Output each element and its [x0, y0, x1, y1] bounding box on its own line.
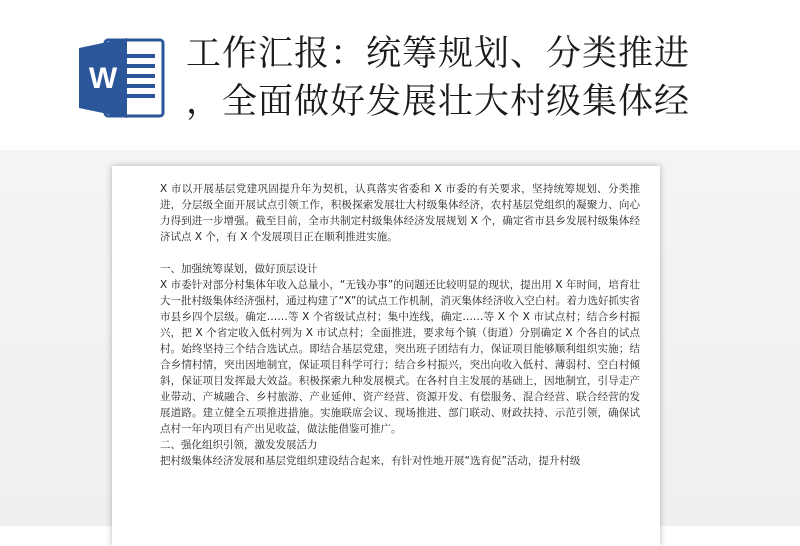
title-line-2: ，全面做好发展壮大村级集体经 — [186, 82, 691, 122]
section-heading-1: 一、加强统筹谋划，做好顶层设计 — [160, 263, 318, 275]
word-icon-letter: W — [88, 62, 118, 95]
section-body-1: X 市委针对部分村集体年收入总量小，“无钱办事”的问题还比较明显的现状，提出用 X 年时间，培育壮大一批村级集体经济强村，通过构建了“X”的试点工作机制，消灭集体经济收入空白村。着力选好抓实省市县乡四个层级。确定……等 X 个省级试点村；集中连线，确定……等 X 个 X 市试点村；结合乡村振兴，把 X 个省定收入低村列为 X 市试点村；全面推进，要求每个镇（街道）分别确定 X 个各自的试点村。始终坚持三个结合选试点。即结合基层党建，突出班子团结有力，保证项目能够顺利组织实施；结合乡情村情，突出因地制宜，保证项目科学可行；结合乡村振兴，突出向收入低村、薄弱村、空白村倾斜，保证项目发挥最大效益。积极探索九种发展模式。在各村自主发展的基础上，因地制宜，引导走产业带动、产城融合、乡村旅游、产业延伸、资产经营、资源开发、有偿服务、混合经营、联合经营的发展道路。建立健全五项推进措施。实施联席会议、现场推进、部门联动、财政扶持、示范引领，确保试点村一年内项目有产出见收益，做法能借鉴可推广。 — [160, 279, 640, 435]
section-body-2: 把村级集体经济发展和基层党组织建设结合起来，有针对性地开展“选育促”活动，提升村级 — [160, 455, 581, 467]
title-line-1: 工作汇报：统筹规划、分类推进 — [186, 34, 691, 74]
document-body — [160, 181, 640, 469]
intro-paragraph: X 市以开展基层党建巩固提升年为契机，认真落实省委和 X 市委的有关要求，坚持统筹规划、分类推进，分层级全面开展试点引领工作，积极探索发展壮大村级集体经济，农村基层党组织的凝聚力、向心力得到进一步增强。截至目前，全市共制定村级集体经济发展规划 X 个，确定省市县乡发展村级集体经济试点 X 个，有 X 个发展项目正在顺利推进实施。 — [160, 183, 640, 243]
header — [0, 0, 800, 150]
section-heading-2: 二、强化组织引领，激发发展活力 — [160, 439, 318, 451]
paragraph-spacer — [160, 245, 640, 261]
document-page — [112, 166, 660, 546]
word-document-icon — [75, 32, 167, 124]
page-title — [186, 30, 786, 126]
